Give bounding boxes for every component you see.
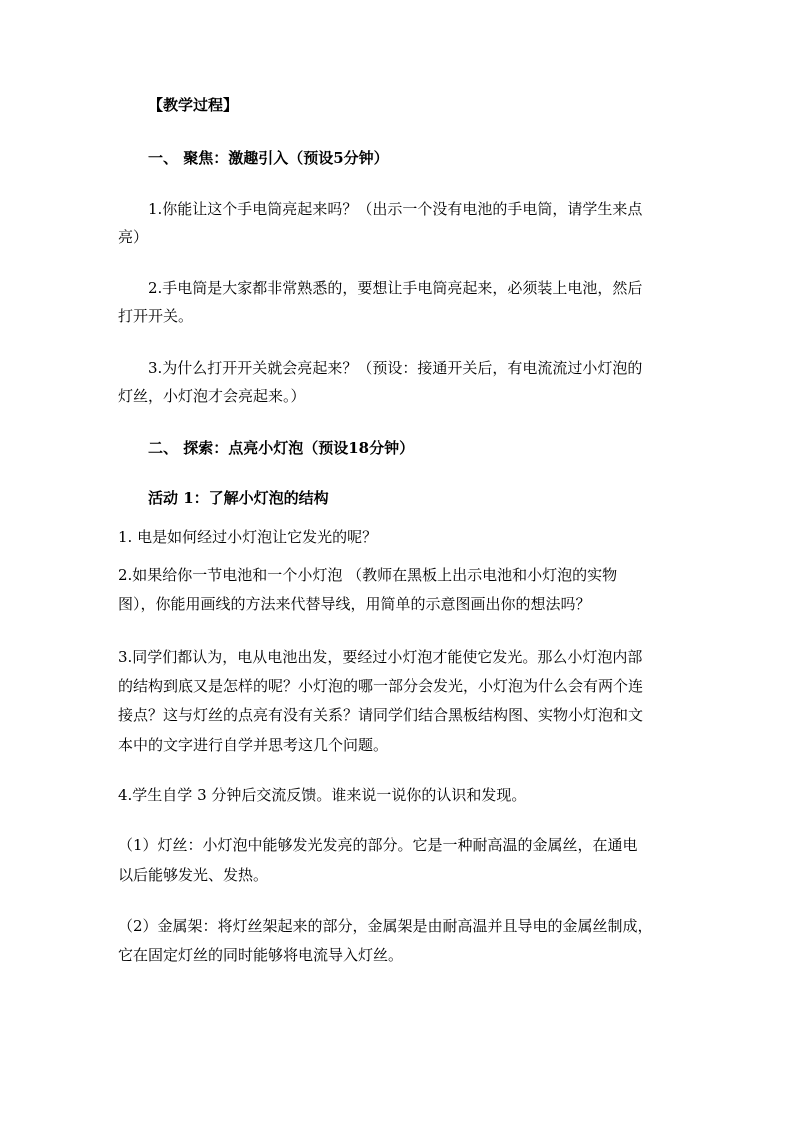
teaching-process-heading: 【教学过程】: [148, 96, 239, 114]
s2-item-3-line-3: 接点？这与灯丝的点亮有没有关系？请同学们结合黑板结构图、实物小灯泡和文: [118, 706, 644, 724]
s2-item-3-line-4: 本中的文字进行自学并思考这几个问题。: [118, 736, 389, 754]
s2-item-6-line-2: 它在固定灯丝的同时能够将电流导入灯丝。: [118, 946, 404, 964]
s1-item-3-line-1: 3.为什么打开开关就会亮起来？（预设：接通开关后，有电流流过小灯泡的: [148, 359, 643, 377]
s2-item-4-line-1: 4.学生自学 3 分钟后交流反馈。谁来说一说你的认识和发现。: [118, 786, 527, 804]
s2-item-5-line-2: 以后能够发光、发热。: [118, 866, 269, 884]
s1-item-1-line-2: 亮）: [118, 228, 149, 246]
s2-item-2-line-2: 图），你能用画线的方法来代替导线，用简单的示意图画出你的想法吗？: [118, 595, 591, 613]
s2-item-6-line-1: （2）金属架：将灯丝架起来的部分，金属架是由耐高温并且导电的金属丝制成，: [118, 917, 653, 935]
s1-item-1-line-1: 1.你能让这个手电筒亮起来吗？（出示一个没有电池的手电筒，请学生来点: [148, 200, 643, 218]
s1-item-2-line-1: 2.手电筒是大家都非常熟悉的，要想让手电筒亮起来，必须装上电池，然后: [148, 279, 643, 297]
s2-item-2-line-1: 2.如果给你一节电池和一个小灯泡 （教师在黑板上出示电池和小灯泡的实物: [118, 566, 618, 584]
s2-item-1-line-1: 1. 电是如何经过小灯泡让它发光的呢？: [118, 528, 378, 546]
s2-item-3-line-2: 的结构到底又是怎样的呢？小灯泡的哪一部分会发光，小灯泡为什么会有两个连: [118, 677, 644, 695]
s2-item-3-line-1: 3.同学们都认为，电从电池出发，要经过小灯泡才能使它发光。那么小灯泡内部: [118, 648, 643, 666]
s1-item-3-line-2: 灯丝，小灯泡才会亮起来。）: [118, 387, 306, 405]
s2-item-5-line-1: （1）灯丝：小灯泡中能够发光发亮的部分。它是一种耐高温的金属丝，在通电: [118, 836, 638, 854]
section-2-title: 二、 探索：点亮小灯泡（预设18分钟）: [148, 439, 415, 457]
s1-item-2-line-2: 打开开关。: [118, 307, 194, 325]
section-1-title: 一、 聚焦：激趣引入（预设5分钟）: [148, 149, 389, 167]
activity-1-title: 活动 1：了解小灯泡的结构: [148, 489, 329, 507]
